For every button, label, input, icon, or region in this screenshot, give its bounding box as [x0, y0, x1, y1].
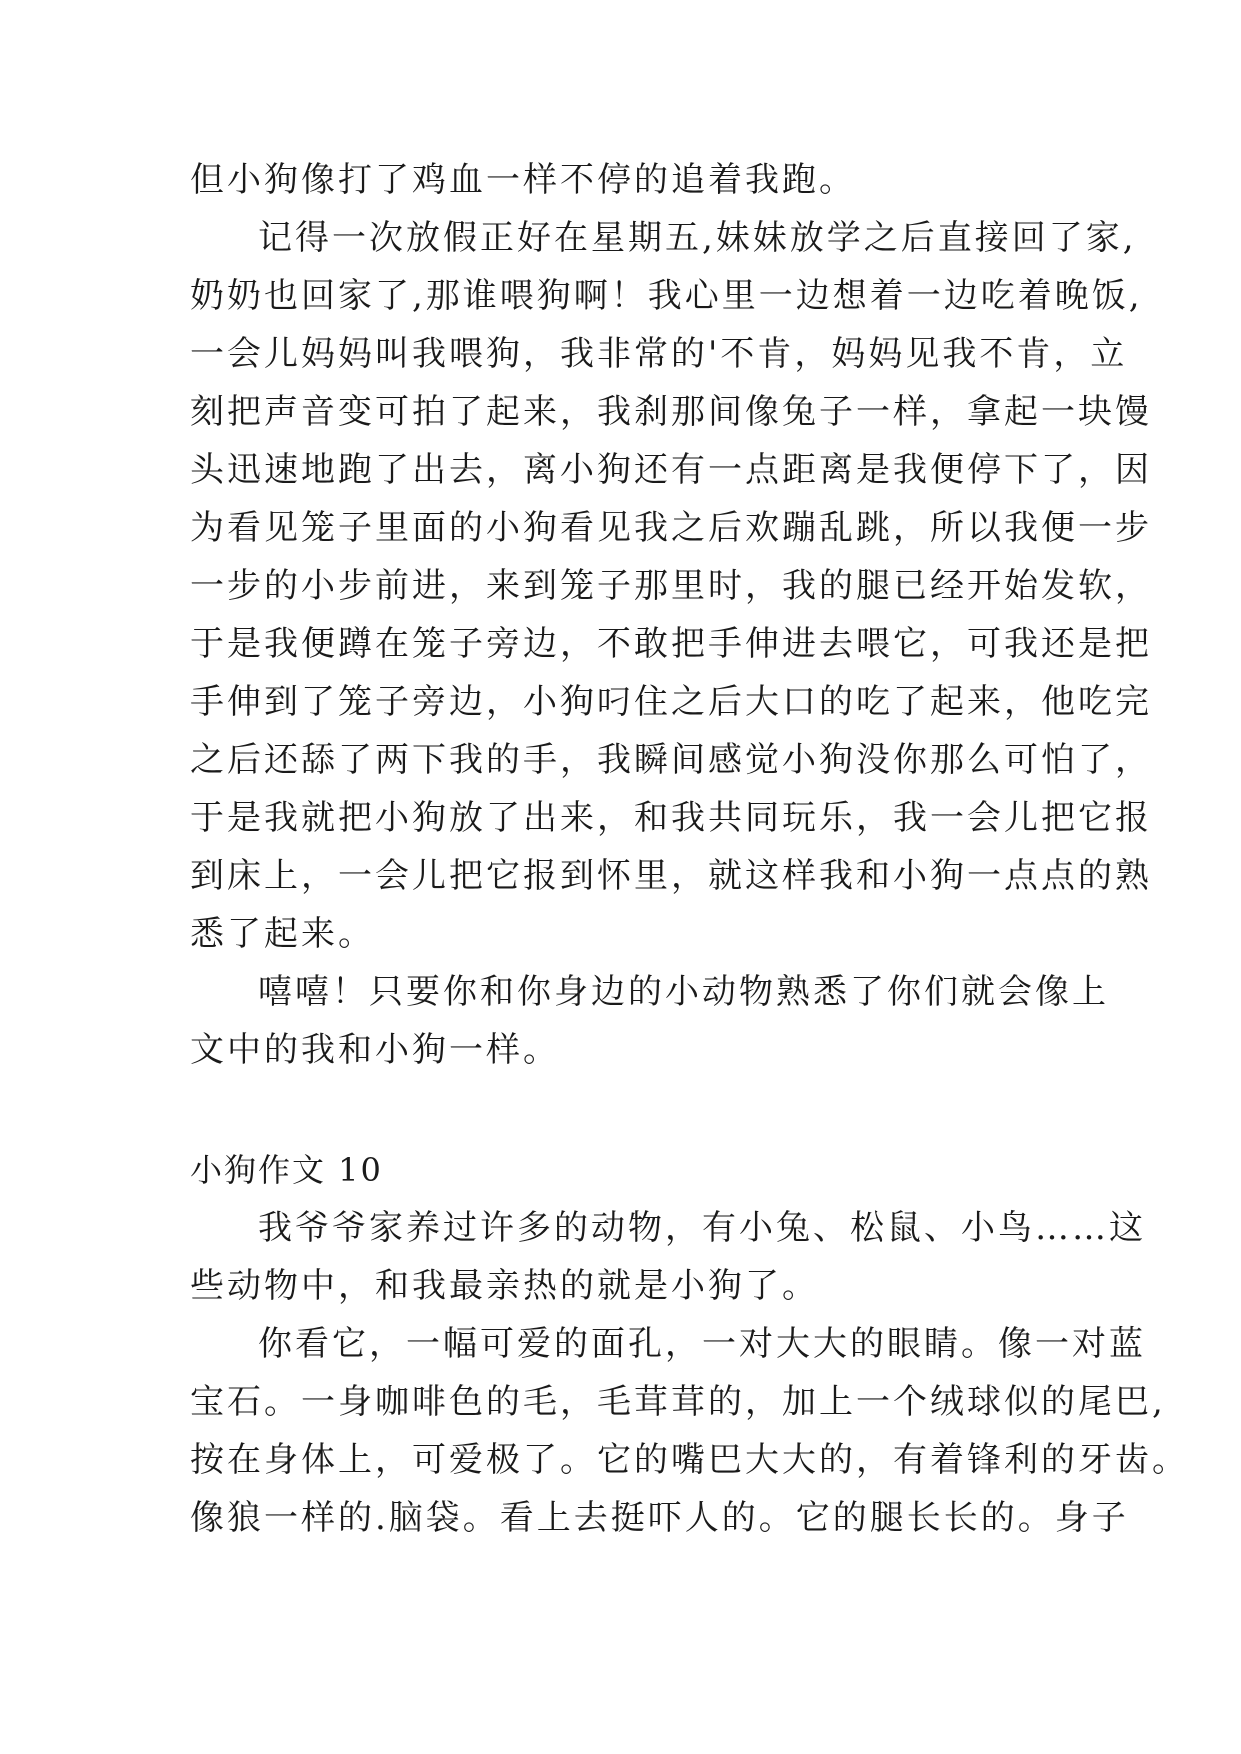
text-line: 手伸到了笼子旁边，小狗叼住之后大口的吃了起来，他吃完: [190, 682, 1152, 722]
text-line: 于是我便蹲在笼子旁边，不敢把手伸进去喂它，可我还是把: [190, 624, 1152, 664]
text-line: 我爷爷家养过许多的动物，有小兔、松鼠、小鸟……这: [258, 1208, 1146, 1248]
text-line: 你看它，一幅可爱的面孔，一对大大的眼睛。像一对蓝: [258, 1324, 1146, 1364]
text-line: 刻把声音变可拍了起来，我刹那间像兔子一样，拿起一块馒: [190, 392, 1152, 432]
text-line: 之后还舔了两下我的手，我瞬间感觉小狗没你那么可怕了，: [190, 740, 1152, 780]
text-line: 按在身体上，可爱极了。它的嘴巴大大的，有着锋利的牙齿。: [190, 1440, 1189, 1480]
text-line: 悉了起来。: [190, 914, 375, 954]
text-line: 嘻嘻！只要你和你身边的小动物熟悉了你们就会像上: [258, 972, 1109, 1012]
text-line: 于是我就把小狗放了出来，和我共同玩乐，我一会儿把它报: [190, 798, 1152, 838]
text-line: 奶奶也回家了,那谁喂狗啊！我心里一边想着一边吃着晚饭,: [190, 276, 1143, 316]
text-line: 些动物中，和我最亲热的就是小狗了。: [190, 1266, 819, 1306]
text-line: 文中的我和小狗一样。: [190, 1030, 560, 1070]
text-line: 记得一次放假正好在星期五,妹妹放学之后直接回了家,: [258, 218, 1137, 258]
text-line: 但小狗像打了鸡血一样不停的追着我跑。: [190, 160, 856, 200]
text-line: 像狼一样的.脑袋。看上去挺吓人的。它的腿长长的。身子: [190, 1498, 1129, 1538]
text-line: 头迅速地跑了出去，离小狗还有一点距离是我便停下了，因: [190, 450, 1152, 490]
text-line: 一步的小步前进，来到笼子那里时，我的腿已经开始发软，: [190, 566, 1152, 606]
text-line: 到床上，一会儿把它报到怀里，就这样我和小狗一点点的熟: [190, 856, 1152, 896]
text-line: 为看见笼子里面的小狗看见我之后欢蹦乱跳，所以我便一步: [190, 508, 1152, 548]
section-title: 小狗作文 10: [190, 1151, 383, 1189]
text-line: 宝石。一身咖啡色的毛，毛茸茸的，加上一个绒球似的尾巴,: [190, 1382, 1166, 1422]
text-line: 一会儿妈妈叫我喂狗，我非常的'不肯，妈妈见我不肯，立: [190, 334, 1128, 374]
